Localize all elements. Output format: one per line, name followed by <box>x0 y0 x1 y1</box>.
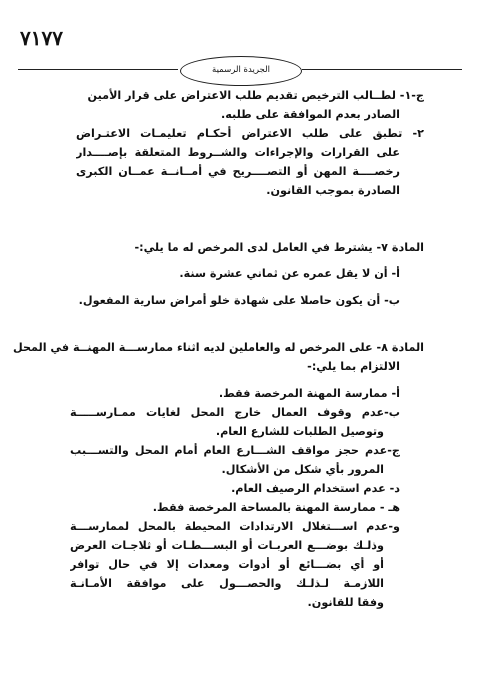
article-8-item-w-line-1: و-عدم اســـتغلال الارتدادات المحيطة بالمحل لممارســـة <box>70 520 400 533</box>
c2-line-3: رخصــــة المهن أو التصــــريح في أمــانــة عمــان الكبرى <box>76 165 400 178</box>
article-8-item-a: أ- ممارسة المهنة المرخصة فقط. <box>218 387 400 400</box>
article-7-heading: المادة ٧- يشترط في العامل لدى المرخص له ما يلي:- <box>134 241 424 254</box>
page-number: ٧١٧٧ <box>20 26 63 50</box>
article-8-item-b-line-1: ب-عدم وقوف العمال خارج المحل لغايات ممـارســـــة <box>70 406 400 419</box>
article-7-item-b: ب- أن يكون حاصلا على شهادة خلو أمراض سارية المفعول. <box>78 294 400 307</box>
gazette-header-badge: الجريدة الرسمية <box>180 56 302 86</box>
c1-line-1: ج-١- لطــالب الترخيص تقديم طلب الاعتراض على قرار الأمين <box>87 89 424 102</box>
c2-line-2: على القرارات والإجراءات والشــروط المتعلقة بإصــــدار <box>76 146 400 159</box>
header-rule-right <box>302 69 462 70</box>
article-8-item-c-line-2: المرور بأي شكل من الأشكال. <box>221 463 384 476</box>
article-8-item-w-line-4: اللازمـة لـذلـك والحصـــول على موافقة الأمـانـة <box>70 577 384 590</box>
article-8-item-w-line-3: أو أي بضـــائع أو أدوات ومعدات إلا في حال توافر <box>70 558 384 571</box>
article-8-item-h: هـ - ممارسة المهنة بالمساحة المرخصة فقط. <box>152 501 400 514</box>
header-rule-left <box>18 69 178 70</box>
article-8-item-d: د- عدم استخدام الرصيف العام. <box>231 482 400 495</box>
c2-line-1: ٢- تطبق على طلب الاعتراض أحكـام تعليمـات الاعتـراض <box>76 127 424 140</box>
article-7-item-a: أ- أن لا يقل عمره عن ثماني عشرة سنة. <box>179 267 400 280</box>
article-8-heading-line-2: الالتزام بما يلي:- <box>307 360 400 373</box>
article-8-item-w-line-5: وفقا للقانون. <box>307 596 384 609</box>
article-8-item-b-line-2: وتوصيل الطلبات للشارع العام. <box>215 425 384 438</box>
article-8-item-c-line-1: ج-عدم حجز مواقف الشـــارع العام أمام المحل والتســـبب <box>70 444 400 457</box>
article-8-heading-line-1: المادة ٨- على المرخص له والعاملين لديه اثناء ممارســـة المهنــة في المحل <box>12 341 424 354</box>
article-8-item-w-line-2: وذلـك بوضـــع العربـات أو البســـطـات أو ثلاجـات العرض <box>70 539 384 552</box>
c2-line-4: الصادرة بموجب القانون. <box>266 184 400 197</box>
c1-line-2: الصادر بعدم الموافقة على طلبه. <box>221 108 400 121</box>
